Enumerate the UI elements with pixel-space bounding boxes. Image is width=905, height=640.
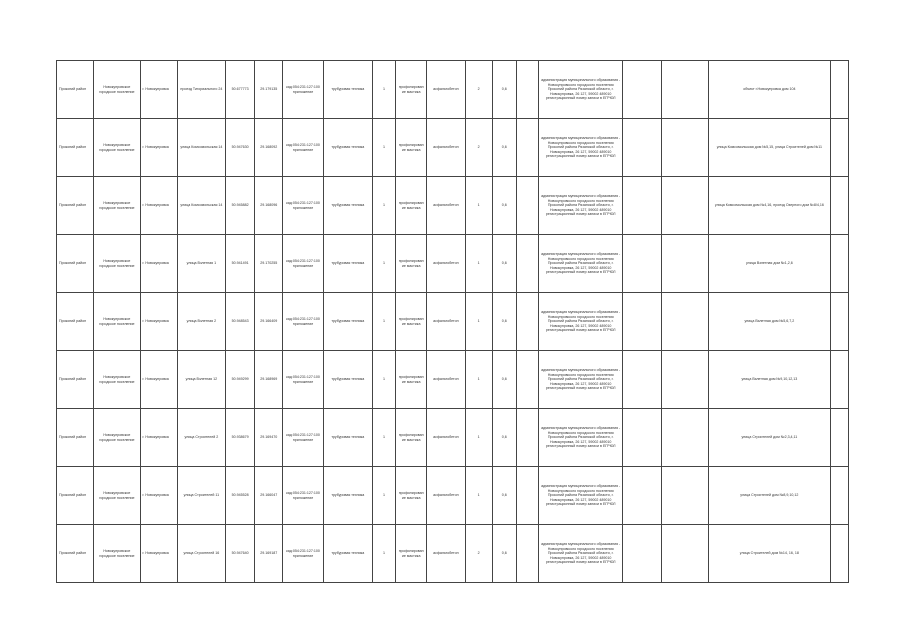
material-cell: асфальтобетон [427,351,465,409]
address-cell: улица Строителей 2 [177,409,225,467]
count-cell: 1 [372,525,395,583]
address-cell: улица Взлетная 1 [177,235,225,293]
count-cell: 1 [372,177,395,235]
longitude-cell: 29.166409 [255,293,283,351]
volume-cell: 0,6 [492,177,516,235]
settlement-cell: Новокупровское городское поселение [94,119,140,177]
district-cell: Прокопий район [57,467,94,525]
latitude-cell: 50.948543 [226,293,255,351]
volume-cell: 0,6 [492,293,516,351]
note-cell: улица Взлетная дом №1,2,6 [708,235,830,293]
equipment-type-cell: трубуровая техника [323,119,372,177]
owner-cell: администрация муниципального образования - Новокупровского городского поселения Прокопий района Рязанской области, г. Новокупровка, 26 127, 59002 489010 регистрационный номер записи в ЕГРЮЛ [538,467,623,525]
purpose-cell: профилирование мастика [396,177,427,235]
address-cell: улица Строителей 11 [177,467,225,525]
latitude-cell: 50.947640 [226,525,255,583]
material-cell: асфальтобетон [427,467,465,525]
locality-cell: г. Новокупровка [140,409,177,467]
quantity-cell: 1 [465,467,492,525]
empty-cell [661,177,708,235]
note-cell: улица Взлетная дом №9,10,12,13 [708,351,830,409]
quantity-cell: 2 [465,119,492,177]
owner-cell: администрация муниципального образования - Новокупровского городского поселения Прокопий района Рязанской области, г. Новокупровка, 26 127, 59002 489010 регистрационный номер записи в ЕГРЮЛ [538,177,623,235]
district-cell: Прокопий район [57,177,94,235]
empty-cell [623,293,661,351]
cadastral-cell: кад:054:231:127:100 приложение [283,177,323,235]
table-row [57,119,849,177]
count-cell: 1 [372,467,395,525]
register-table [56,60,849,583]
purpose-cell: профилирование мастика [396,525,427,583]
settlement-cell: Новокупровское городское поселение [94,409,140,467]
empty-cell [623,467,661,525]
table-row [57,409,849,467]
volume-cell: 0,6 [492,61,516,119]
empty-cell [516,61,538,119]
volume-cell: 0,6 [492,351,516,409]
quantity-cell: 2 [465,525,492,583]
address-cell: улица Строителей 16 [177,525,225,583]
note-cell: улица Строителей дом №8,9,10,12 [708,467,830,525]
empty-cell [516,409,538,467]
volume-cell: 0,6 [492,235,516,293]
cadastral-cell: кад:054:231:127:100 приложение [283,119,323,177]
locality-cell: г. Новокупровка [140,177,177,235]
count-cell: 1 [372,235,395,293]
volume-cell: 0,6 [492,119,516,177]
table-row [57,235,849,293]
count-cell: 1 [372,61,395,119]
purpose-cell: профилирование мастика [396,467,427,525]
district-cell: Прокопий район [57,293,94,351]
longitude-cell: 29.170255 [255,235,283,293]
purpose-cell: профилирование мастика [396,235,427,293]
table-row [57,525,849,583]
empty-cell [661,61,708,119]
empty-cell [516,351,538,409]
empty-cell [623,409,661,467]
owner-cell: администрация муниципального образования - Новокупровского городского поселения Прокопий района Рязанской области, г. Новокупровка, 26 127, 59002 489010 регистрационный номер записи в ЕГРЮЛ [538,293,623,351]
empty-cell [661,525,708,583]
longitude-cell: 29.169187 [255,525,283,583]
table-row [57,293,849,351]
latitude-cell: 50.949299 [226,351,255,409]
purpose-cell: профилирование мастика [396,351,427,409]
address-cell: проезд Тигориального 24 [177,61,225,119]
district-cell: Прокопий район [57,525,94,583]
district-cell: Прокопий район [57,351,94,409]
empty-cell [830,61,848,119]
equipment-type-cell: трубуровая техника [323,467,372,525]
material-cell: асфальтобетон [427,61,465,119]
empty-cell [623,525,661,583]
equipment-type-cell: трубуровая техника [323,235,372,293]
empty-cell [516,119,538,177]
owner-cell: администрация муниципального образования - Новокупровского городского поселения Прокопий района Рязанской области, г. Новокупровка, 26 127, 59002 489010 регистрационный номер записи в ЕГРЮЛ [538,235,623,293]
locality-cell: г. Новокупровка [140,235,177,293]
owner-cell: администрация муниципального образования - Новокупровского городского поселения Прокопий района Рязанской области, г. Новокупровка, 26 127, 59002 489010 регистрационный номер записи в ЕГРЮЛ [538,119,623,177]
locality-cell: г. Новокупровка [140,119,177,177]
equipment-type-cell: трубуровая техника [323,61,372,119]
material-cell: асфальтобетон [427,293,465,351]
empty-cell [830,525,848,583]
owner-cell: администрация муниципального образования - Новокупровского городского поселения Прокопий района Рязанской области, г. Новокупровка, 26 127, 59002 489010 регистрационный номер записи в ЕГРЮЛ [538,61,623,119]
purpose-cell: профилирование мастика [396,293,427,351]
material-cell: асфальтобетон [427,235,465,293]
longitude-cell: 29.168096 [255,177,283,235]
note-cell: улица Строителей дом №14, 16, 18 [708,525,830,583]
owner-cell: администрация муниципального образования - Новокупровского городского поселения Прокопий района Рязанской области, г. Новокупровка, 26 127, 59002 489010 регистрационный номер записи в ЕГРЮЛ [538,351,623,409]
empty-cell [830,235,848,293]
quantity-cell: 2 [465,61,492,119]
empty-cell [623,177,661,235]
address-cell: улица Комсомольская 14 [177,177,225,235]
address-cell: улица Взлетная 2 [177,293,225,351]
latitude-cell: 50.938679 [226,409,255,467]
longitude-cell: 29.169470 [255,409,283,467]
empty-cell [830,409,848,467]
volume-cell: 0,6 [492,467,516,525]
count-cell: 1 [372,409,395,467]
equipment-type-cell: трубуровая техника [323,293,372,351]
latitude-cell: 50.945528 [226,467,255,525]
empty-cell [516,525,538,583]
latitude-cell: 50.945882 [226,177,255,235]
cadastral-cell: кад:054:231:127:100 приложение [283,61,323,119]
note-cell: улица Комсомольская дом №5,15, улица Строителей дом №11 [708,119,830,177]
settlement-cell: Новокупровское городское поселение [94,351,140,409]
empty-cell [830,119,848,177]
note-cell: улица Строителей дом №2,3,4,11 [708,409,830,467]
empty-cell [623,235,661,293]
table-row [57,467,849,525]
district-cell: Прокопий район [57,61,94,119]
material-cell: асфальтобетон [427,119,465,177]
cadastral-cell: кад:054:231:127:100 приложение [283,235,323,293]
district-cell: Прокопий район [57,119,94,177]
empty-cell [661,293,708,351]
volume-cell: 0,6 [492,525,516,583]
quantity-cell: 1 [465,409,492,467]
quantity-cell: 1 [465,177,492,235]
longitude-cell: 29.168969 [255,351,283,409]
latitude-cell: 50.677773 [226,61,255,119]
empty-cell [516,235,538,293]
settlement-cell: Новокупровское городское поселение [94,293,140,351]
cadastral-cell: кад:054:231:127:100 приложение [283,409,323,467]
longitude-cell: 29.179135 [255,61,283,119]
empty-cell [830,177,848,235]
latitude-cell: 50.947630 [226,119,255,177]
note-cell: объект г.Новокупровка дом 104 [708,61,830,119]
empty-cell [830,467,848,525]
material-cell: асфальтобетон [427,525,465,583]
purpose-cell: профилирование мастика [396,409,427,467]
volume-cell: 0,6 [492,409,516,467]
equipment-type-cell: трубуровая техника [323,351,372,409]
equipment-type-cell: трубуровая техника [323,409,372,467]
locality-cell: г. Новокупровка [140,351,177,409]
longitude-cell: 29.168092 [255,119,283,177]
empty-cell [830,351,848,409]
empty-cell [516,467,538,525]
owner-cell: администрация муниципального образования - Новокупровского городского поселения Прокопий района Рязанской области, г. Новокупровка, 26 127, 59002 489010 регистрационный номер записи в ЕГРЮЛ [538,409,623,467]
empty-cell [661,467,708,525]
cadastral-cell: кад:054:231:127:100 приложение [283,525,323,583]
empty-cell [661,119,708,177]
empty-cell [623,351,661,409]
cadastral-cell: кад:054:231:127:100 приложение [283,293,323,351]
note-cell: улица Взлетная дом №5,6,7,2 [708,293,830,351]
quantity-cell: 1 [465,235,492,293]
purpose-cell: профилирование мастика [396,119,427,177]
owner-cell: администрация муниципального образования - Новокупровского городского поселения Прокопий района Рязанской области, г. Новокупровка, 26 127, 59002 489010 регистрационный номер записи в ЕГРЮЛ [538,525,623,583]
quantity-cell: 1 [465,351,492,409]
settlement-cell: Новокупровское городское поселение [94,177,140,235]
empty-cell [661,409,708,467]
settlement-cell: Новокупровское городское поселение [94,467,140,525]
settlement-cell: Новокупровское городское поселение [94,235,140,293]
locality-cell: г. Новокупровка [140,525,177,583]
district-cell: Прокопий район [57,409,94,467]
empty-cell [830,293,848,351]
longitude-cell: 29.166047 [255,467,283,525]
purpose-cell: профилирование мастика [396,61,427,119]
empty-cell [623,61,661,119]
empty-cell [516,293,538,351]
district-cell: Прокопий район [57,235,94,293]
latitude-cell: 50.941491 [226,235,255,293]
equipment-type-cell: трубуровая техника [323,525,372,583]
equipment-type-cell: трубуровая техника [323,177,372,235]
material-cell: асфальтобетон [427,177,465,235]
settlement-cell: Новокупровское городское поселение [94,525,140,583]
table-row [57,177,849,235]
empty-cell [661,351,708,409]
locality-cell: г. Новокупровка [140,61,177,119]
material-cell: асфальтобетон [427,409,465,467]
address-cell: улица Взлетная 12 [177,351,225,409]
table-row [57,351,849,409]
cadastral-cell: кад:054:231:127:100 приложение [283,351,323,409]
count-cell: 1 [372,293,395,351]
empty-cell [516,177,538,235]
empty-cell [623,119,661,177]
table-row [57,61,849,119]
count-cell: 1 [372,119,395,177]
count-cell: 1 [372,351,395,409]
cadastral-cell: кад:054:231:127:100 приложение [283,467,323,525]
locality-cell: г. Новокупровка [140,467,177,525]
locality-cell: г. Новокупровка [140,293,177,351]
settlement-cell: Новокупровское городское поселение [94,61,140,119]
address-cell: улица Комсомольская 14 [177,119,225,177]
empty-cell [661,235,708,293]
quantity-cell: 1 [465,293,492,351]
note-cell: улица Комсомольская дом №4,16, проезд Озерного дом №8/4,16 [708,177,830,235]
